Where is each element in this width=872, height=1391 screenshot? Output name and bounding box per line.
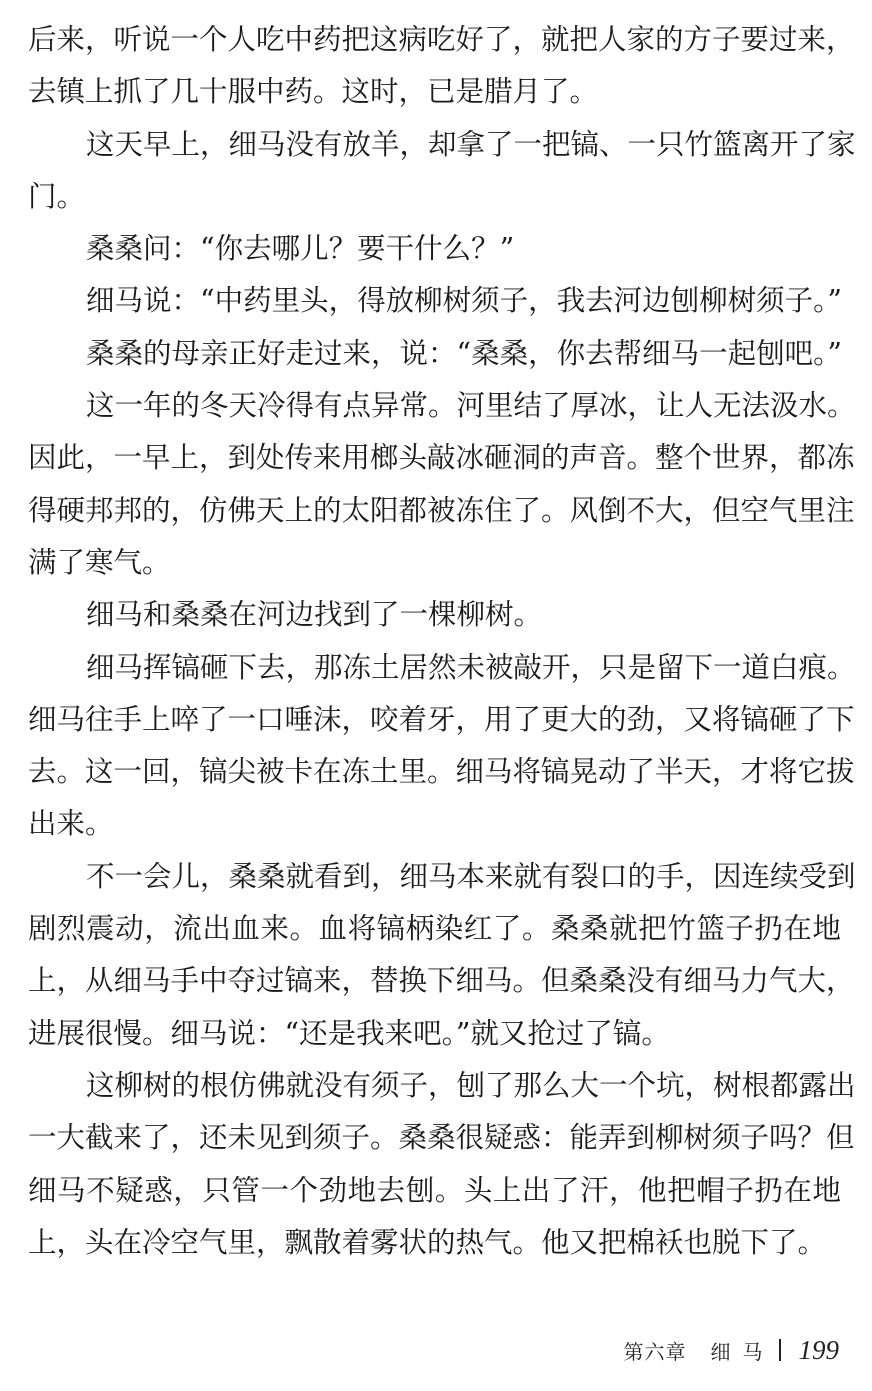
paragraph [28,589,841,641]
page-number: 199 [798,1334,839,1365]
paragraph [28,119,856,224]
text-line: 不一会儿，桑桑就看到，细马本来就有裂口的手，因连续受到 [86,859,856,893]
text-line: 这天早上，细马没有放羊，却拿了一把镐、一只竹篮离开了家 [86,127,856,161]
text-line: 剧烈震动，流出血来。血将镐柄染红了。桑桑就把竹篮子扔在地 [28,912,841,946]
text-line: 桑桑的母亲正好走过来，说：“桑桑，你去帮细马一起刨吧。” [86,336,842,370]
paragraph [28,328,841,380]
page-footer [624,1330,840,1370]
chapter-label: 第六章 [623,1339,687,1364]
page-body [28,14,856,1269]
paragraph [28,642,856,851]
text-line: 去镇上抓了几十服中药。这时，已是腊月了。 [28,75,599,109]
text-line: 细马说：“中药里头，得放柳树须子，我去河边刨柳树须子。” [86,284,842,318]
paragraph [28,851,856,1060]
text-line: 得硬邦邦的，仿佛天上的太阳都被冻住了。风倒不大，但空气里注 [28,493,855,527]
text-line: 去。这一回，镐尖被卡在冻土里。细马将镐晃动了半天，才将它拔 [28,755,855,789]
paragraph [28,1060,856,1269]
chapter-title: 细马 [710,1339,775,1364]
text-line: 进展很慢。细马说：“还是我来吧。”就又抢过了镐。 [28,1016,670,1050]
text-line: 这柳树的根仿佛就没有须子，刨了那么大一个坑，树根都露出 [86,1068,856,1102]
paragraph [28,14,855,119]
text-line: 上，从细马手中夺过镐来，替换下细马。但桑桑没有细马力气大， [28,964,855,998]
text-line: 细马和桑桑在河边找到了一棵柳树。 [86,598,543,632]
text-line: 后来，听说一个人吃中药把这病吃好了，就把人家的方子要过来， [28,23,855,56]
text-line: 这一年的冬天冷得有点异常。河里结了厚冰，让人无法汲水。 [86,389,856,423]
text-line: 细马往手上啐了一口唾沫，咬着牙，用了更大的劲，又将镐砸了下 [28,702,855,736]
text-line: 出来。 [28,807,114,841]
text-line: 一大截来了，还未见到须子。桑桑很疑惑：能弄到柳树须子吗？但 [28,1121,855,1155]
text-line: 因此，一早上，到处传来用榔头敲冰砸洞的声音。整个世界，都冻 [28,441,855,475]
text-line: 上，头在冷空气里，飘散着雾状的热气。他又把棉袄也脱下了。 [28,1225,827,1259]
paragraph [28,380,856,589]
paragraph [28,223,841,275]
text-line: 桑桑问：“你去哪儿？要干什么？” [86,232,515,266]
text-line: 门。 [28,179,86,213]
text-line: 细马挥镐砸下去，那冻土居然未被敲开，只是留下一道白痕。 [86,650,856,684]
text-line: 细马不疑惑，只管一个劲地去刨。头上出了汗，他把帽子扔在地 [28,1173,841,1207]
footer-divider [779,1339,781,1361]
paragraph [28,275,841,327]
text-line: 满了寒气。 [28,545,171,579]
